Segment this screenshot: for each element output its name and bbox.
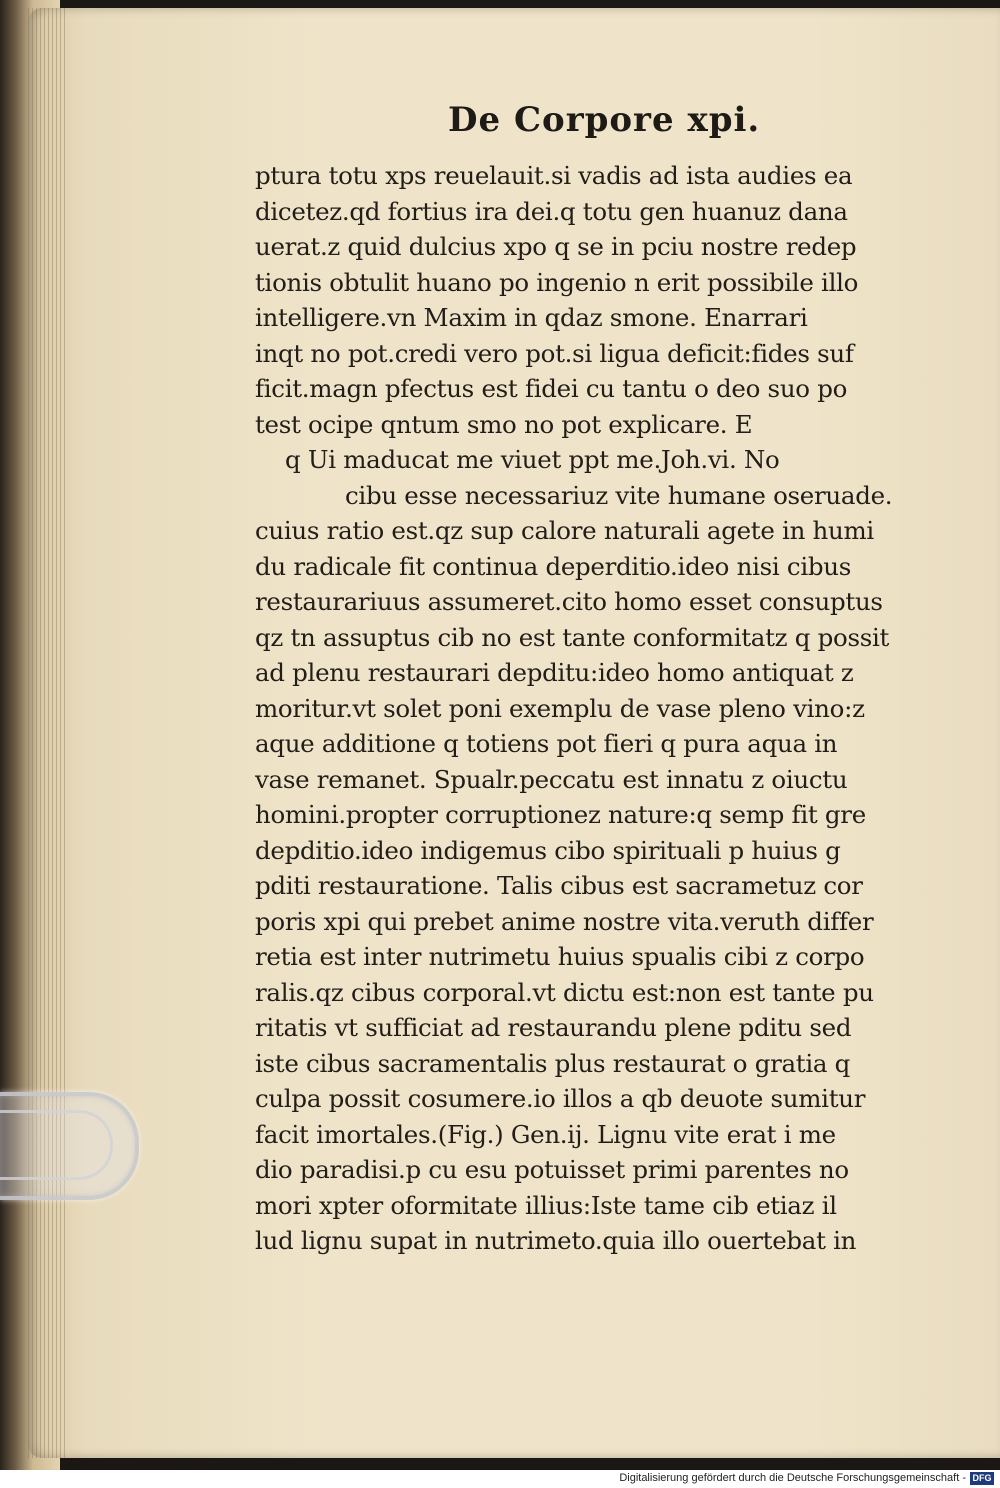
text-line: uerat.z quid dulcius xpo q se in pciu nostre redep — [255, 232, 857, 261]
text-line: restaurariuus assumeret.cito homo esset consuptus — [255, 587, 883, 616]
text-line: ad plenu restaurari depditu:ideo homo antiquat z — [255, 658, 854, 687]
text-line: mori xpter oformitate illius:Iste tame cib etiaz il — [255, 1190, 837, 1220]
paper-clip-inner-loop — [0, 1110, 113, 1180]
text-line: moritur.vt solet poni exemplu de vase pleno vino:z — [255, 693, 865, 723]
text-line: ritatis vt sufficiat ad restaurandu plene pditu sed — [255, 1013, 852, 1042]
text-line: retia est inter nutrimetu huius spualis cibi z corpo — [255, 942, 865, 971]
digitization-credit: Digitalisierung gefördert durch die Deutsche Forschungsgemeinschaft - — [619, 1472, 966, 1484]
text-line: cuius ratio est.qz sup calore naturali agete in humi — [255, 516, 874, 545]
text-line: iste cibus sacramentalis plus restaurat o gratia q — [255, 1048, 851, 1078]
page-header: De Corpore xpi. — [448, 100, 761, 140]
text-line: pditi restauratione. Talis cibus est sacrametuz cor — [255, 871, 863, 900]
text-line: facit imortales.(Fig.) Gen.ij. Lignu vite erat i me — [255, 1119, 836, 1149]
page-edge-stack — [28, 8, 68, 1458]
text-line: intelligere.vn Maxim in qdaz smone. Enarrari — [255, 303, 808, 332]
text-line: homini.propter corruptionez nature:q semp fit gre — [255, 800, 866, 829]
text-line: poris xpi qui prebet anime nostre vita.veruth differ — [255, 906, 874, 936]
dfg-logo-icon: DFG — [970, 1472, 994, 1485]
text-line: qz tn assuptus cib no est tante conformitatz q possit — [255, 622, 890, 652]
text-line: dicetez.qd fortius ira dei.q totu gen huanuz dana — [255, 196, 848, 226]
text-line: du radicale fit continua deperditio.ideo nisi cibus — [255, 551, 852, 581]
text-line: depditio.ideo indigemus cibo spirituali p huius g — [255, 835, 841, 865]
text-line-initial: q Ui maducat me viuet ppt me.Joh.vi. No — [285, 445, 780, 474]
text-line: ralis.qz cibus corporal.vt dictu est:non est tante pu — [255, 977, 874, 1007]
footer-bar — [0, 1470, 1000, 1488]
text-line: test ocipe qntum smo no pot explicare. E — [255, 409, 753, 439]
text-line: vase remanet. Spualr.peccatu est innatu z oiuctu — [255, 764, 848, 794]
text-line: dio paradisi.p cu esu potuisset primi parentes no — [255, 1155, 849, 1184]
text-line: inqt no pot.credi vero pot.si ligua deficit:fides suf — [255, 338, 854, 368]
text-line: aque additione q totiens pot fieri q pura aqua in — [255, 729, 838, 758]
text-line: culpa possit cosumere.io illos a qb deuote sumitur — [255, 1084, 866, 1113]
text-line: tionis obtulit huano po ingenio n erit possibile illo — [255, 267, 859, 297]
text-block — [255, 158, 975, 1259]
text-line: lud lignu supat in nutrimeto.quia illo ouertebat in — [255, 1226, 857, 1255]
text-line: ptura totu xps reuelauit.si vadis ad ista audies ea — [255, 161, 853, 190]
text-line: ficit.magn pfectus est fidei cu tantu o deo suo po — [255, 374, 848, 403]
text-line-indented: cibu esse necessariuz vite humane oseruade. — [345, 480, 893, 510]
